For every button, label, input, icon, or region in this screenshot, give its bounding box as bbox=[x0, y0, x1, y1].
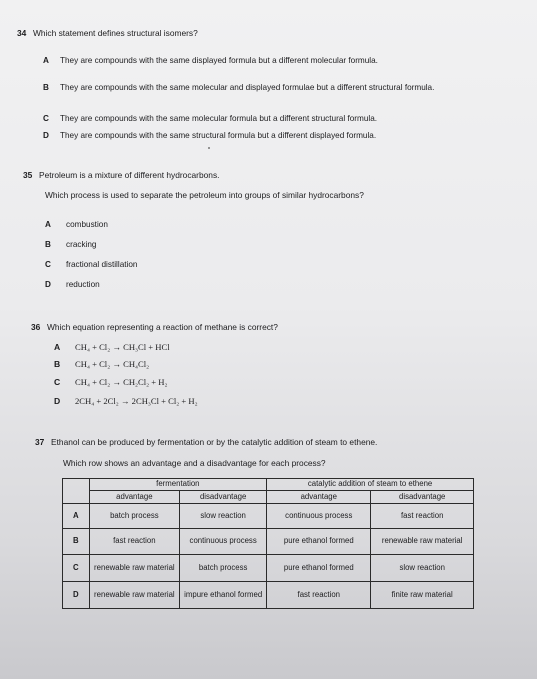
option-letter: B bbox=[45, 240, 51, 249]
question-number: 35 bbox=[23, 170, 33, 180]
sub-header: disadvantage bbox=[371, 491, 474, 504]
option-letter: C bbox=[45, 260, 51, 269]
table-cell: renewable raw material bbox=[371, 529, 474, 555]
row-letter: A bbox=[63, 504, 90, 529]
option-letter: D bbox=[43, 131, 49, 140]
row-letter: D bbox=[63, 582, 90, 609]
q36-option-c[interactable] bbox=[54, 377, 354, 388]
question-number: 37 bbox=[35, 437, 45, 447]
option-letter: B bbox=[43, 83, 49, 92]
table-row[interactable] bbox=[63, 529, 474, 555]
option-text: They are compounds with the same structural formula but a different displayed formula. bbox=[60, 131, 377, 140]
question-37 bbox=[35, 437, 377, 447]
option-text: 2CH₄ + 2Cl₂ → 2CH₃Cl + Cl₂ + H₂ bbox=[75, 396, 198, 406]
table-cell: pure ethanol formed bbox=[267, 529, 371, 555]
option-text: combustion bbox=[66, 220, 108, 229]
q34-option-d[interactable] bbox=[43, 131, 493, 141]
q35-option-d[interactable] bbox=[45, 280, 345, 290]
option-letter: D bbox=[54, 396, 61, 406]
option-text: CH₄ + Cl₂ → CH₂Cl₂ + H₂ bbox=[75, 377, 168, 387]
question-number: 34 bbox=[17, 28, 27, 38]
row-letter: B bbox=[63, 529, 90, 555]
table-cell: batch process bbox=[89, 504, 180, 529]
question-36 bbox=[31, 322, 278, 332]
table-corner-cell bbox=[63, 491, 90, 504]
q34-option-b[interactable] bbox=[43, 83, 493, 103]
q36-option-a[interactable] bbox=[54, 342, 354, 353]
option-text: They are compounds with the same molecular formula but a different structural formula. bbox=[60, 114, 378, 123]
table-cell: renewable raw material bbox=[89, 582, 180, 609]
table-row[interactable] bbox=[63, 582, 474, 609]
q35-option-b[interactable] bbox=[45, 240, 345, 250]
q36-option-b[interactable] bbox=[54, 359, 354, 370]
question-stem: Which equation representing a reaction of methane is correct? bbox=[47, 322, 278, 332]
option-letter: B bbox=[54, 359, 61, 369]
option-text: cracking bbox=[66, 240, 97, 249]
table-cell: continuous process bbox=[267, 504, 371, 529]
option-text: CH₄ + Cl₂ → CH₃Cl + HCl bbox=[75, 342, 170, 352]
speck bbox=[208, 147, 210, 149]
option-text: fractional distillation bbox=[66, 260, 138, 269]
table-cell: fast reaction bbox=[267, 582, 371, 609]
option-letter: A bbox=[54, 342, 61, 352]
q36-option-d[interactable] bbox=[54, 396, 354, 407]
q34-option-c[interactable] bbox=[43, 114, 493, 124]
table-cell: batch process bbox=[180, 555, 267, 582]
table-cell: impure ethanol formed bbox=[180, 582, 267, 609]
sub-header: disadvantage bbox=[180, 491, 267, 504]
table-cell: fast reaction bbox=[371, 504, 474, 529]
question-stem: Ethanol can be produced by fermentation or by the catalytic addition of steam to ethene. bbox=[51, 437, 378, 447]
question-35 bbox=[23, 170, 219, 180]
group-header-fermentation: fermentation bbox=[89, 479, 267, 491]
question-34 bbox=[17, 28, 198, 38]
option-text: They are compounds with the same molecular and displayed formulae but a different structural formula. bbox=[60, 83, 435, 92]
option-letter: A bbox=[43, 56, 49, 65]
option-text: CH₄ + Cl₂ → CH₄Cl₂ bbox=[75, 359, 150, 369]
table-cell: finite raw material bbox=[371, 582, 474, 609]
group-header-catalytic: catalytic addition of steam to ethene bbox=[267, 479, 474, 491]
table-row[interactable] bbox=[63, 504, 474, 529]
table-cell: renewable raw material bbox=[89, 555, 180, 582]
table-cell: slow reaction bbox=[180, 504, 267, 529]
table-group-header-row bbox=[63, 479, 474, 491]
q35-option-c[interactable] bbox=[45, 260, 345, 270]
q35-option-a[interactable] bbox=[45, 220, 345, 230]
option-letter: C bbox=[43, 114, 49, 123]
table-cell: continuous process bbox=[180, 529, 267, 555]
table-cell: slow reaction bbox=[371, 555, 474, 582]
table-corner-cell bbox=[63, 479, 90, 491]
question-stem: Petroleum is a mixture of different hydrocarbons. bbox=[39, 170, 220, 180]
row-letter: C bbox=[63, 555, 90, 582]
question-stem: Which statement defines structural isomers? bbox=[33, 28, 198, 38]
option-letter: C bbox=[54, 377, 61, 387]
option-letter: A bbox=[45, 220, 51, 229]
q34-option-a[interactable] bbox=[43, 56, 493, 66]
option-text: They are compounds with the same displayed formula but a different molecular formula. bbox=[60, 56, 378, 65]
table-sub-header-row bbox=[63, 491, 474, 504]
question-37-prompt: Which row shows an advantage and a disadvantage for each process? bbox=[63, 458, 326, 468]
table-cell: fast reaction bbox=[89, 529, 180, 555]
option-letter: D bbox=[45, 280, 51, 289]
sub-header: advantage bbox=[267, 491, 371, 504]
answer-table bbox=[62, 478, 474, 609]
sub-header: advantage bbox=[89, 491, 180, 504]
question-number: 36 bbox=[31, 322, 41, 332]
table-cell: pure ethanol formed bbox=[267, 555, 371, 582]
table-row[interactable] bbox=[63, 555, 474, 582]
question-35-prompt: Which process is used to separate the petroleum into groups of similar hydrocarbons? bbox=[45, 190, 364, 200]
option-text: reduction bbox=[66, 280, 100, 289]
